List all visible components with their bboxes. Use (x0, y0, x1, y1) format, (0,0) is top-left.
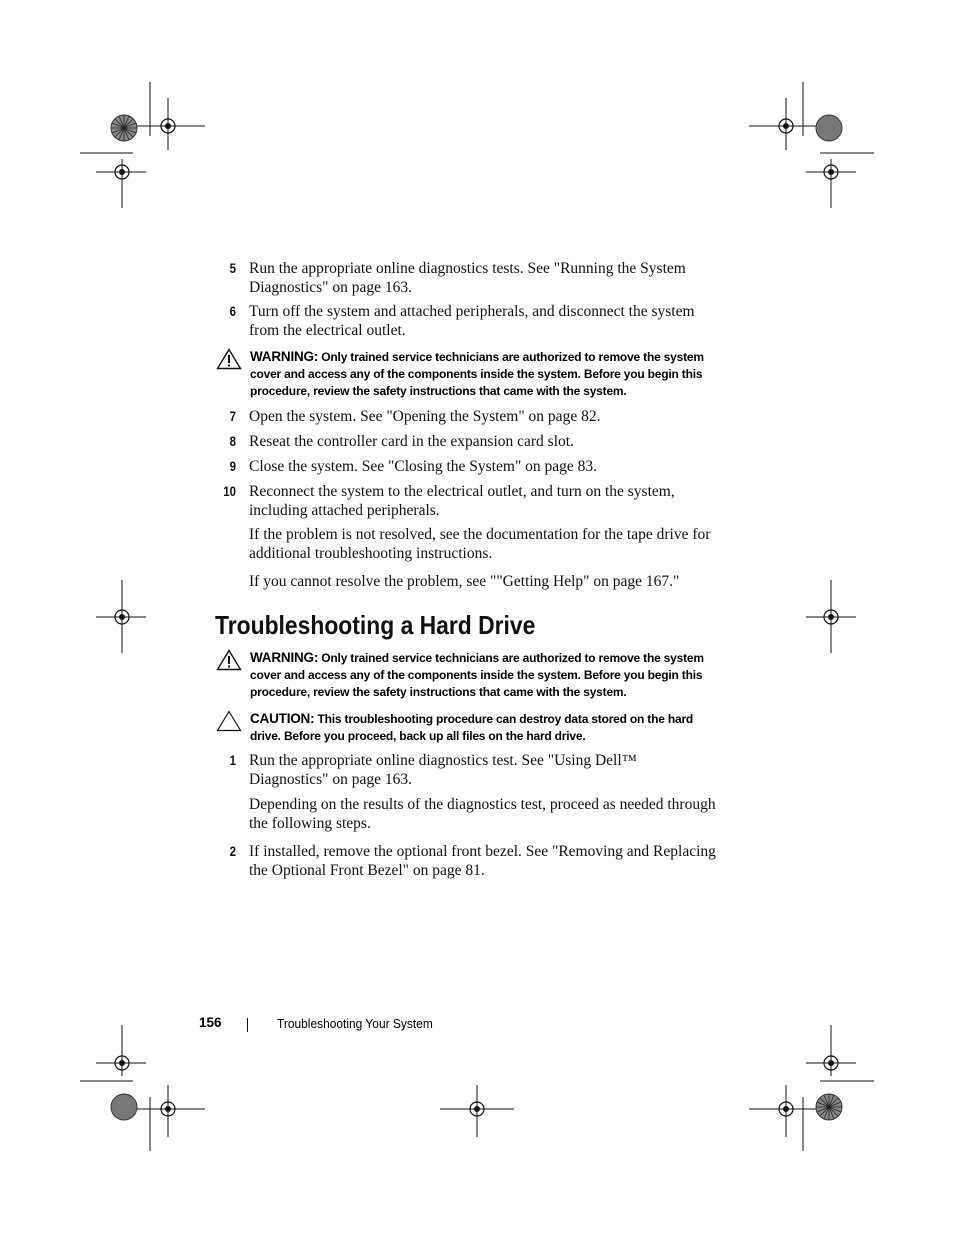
step-text: Run the appropriate online diagnostics tests. See "Running the System Diagnostics" on page 163. (249, 260, 686, 296)
step-text: Open the system. See "Opening the System" on page 82. (249, 408, 601, 425)
step-number: 5 (229, 261, 236, 276)
page-number: 156 (199, 1015, 222, 1030)
step-text: Run the appropriate online diagnostics test. See "Using Dell™ Diagnostics" on page 163. (249, 752, 637, 788)
step-text: Reconnect the system to the electrical outlet, and turn on the system, including attached peripherals. (249, 483, 675, 519)
step-text: Reseat the controller card in the expansion card slot. (249, 433, 574, 450)
warning-label: WARNING: (250, 349, 319, 364)
warning-label: WARNING: (250, 650, 319, 665)
step-text: Turn off the system and attached peripherals, and disconnect the system from the electrical outlet. (249, 303, 695, 339)
paragraph-cannot-resolve: If you cannot resolve the problem, see ""Getting Help" on page 167." (249, 573, 680, 590)
step-number: 8 (229, 434, 236, 449)
step-number: 6 (229, 304, 236, 319)
caution-label: CAUTION: (250, 711, 315, 726)
warning-body: Only trained service technicians are authorized to remove the system cover and access any of the components inside the system. Before you begin this procedure, review the safety instructions that came with the system. (250, 651, 704, 699)
step-number: 7 (229, 409, 236, 424)
step-number: 1 (229, 753, 236, 768)
paragraph-depending: Depending on the results of the diagnostics test, proceed as needed through the following steps. (249, 796, 716, 832)
caution-body: This troubleshooting procedure can destroy data stored on the hard drive. Before you proceed, back up all files on the hard drive. (250, 712, 694, 743)
step-text: If installed, remove the optional front bezel. See "Removing and Replacing the Optional Front Bezel" on page 81. (249, 843, 716, 879)
step-text: Close the system. See "Closing the System" on page 83. (249, 458, 598, 475)
section-heading: Troubleshooting a Hard Drive (215, 610, 536, 640)
step-number: 10 (223, 484, 236, 499)
paragraph-not-resolved: If the problem is not resolved, see the documentation for the tape drive for additional troubleshooting instructions. (249, 526, 711, 562)
warning-body: Only trained service technicians are authorized to remove the system cover and access any of the components inside the system. Before you begin this procedure, review the safety instructions that came with the system. (250, 350, 704, 398)
step-number: 2 (229, 844, 236, 859)
step-number: 9 (229, 459, 236, 474)
footer-section-title: Troubleshooting Your System (277, 1016, 433, 1031)
